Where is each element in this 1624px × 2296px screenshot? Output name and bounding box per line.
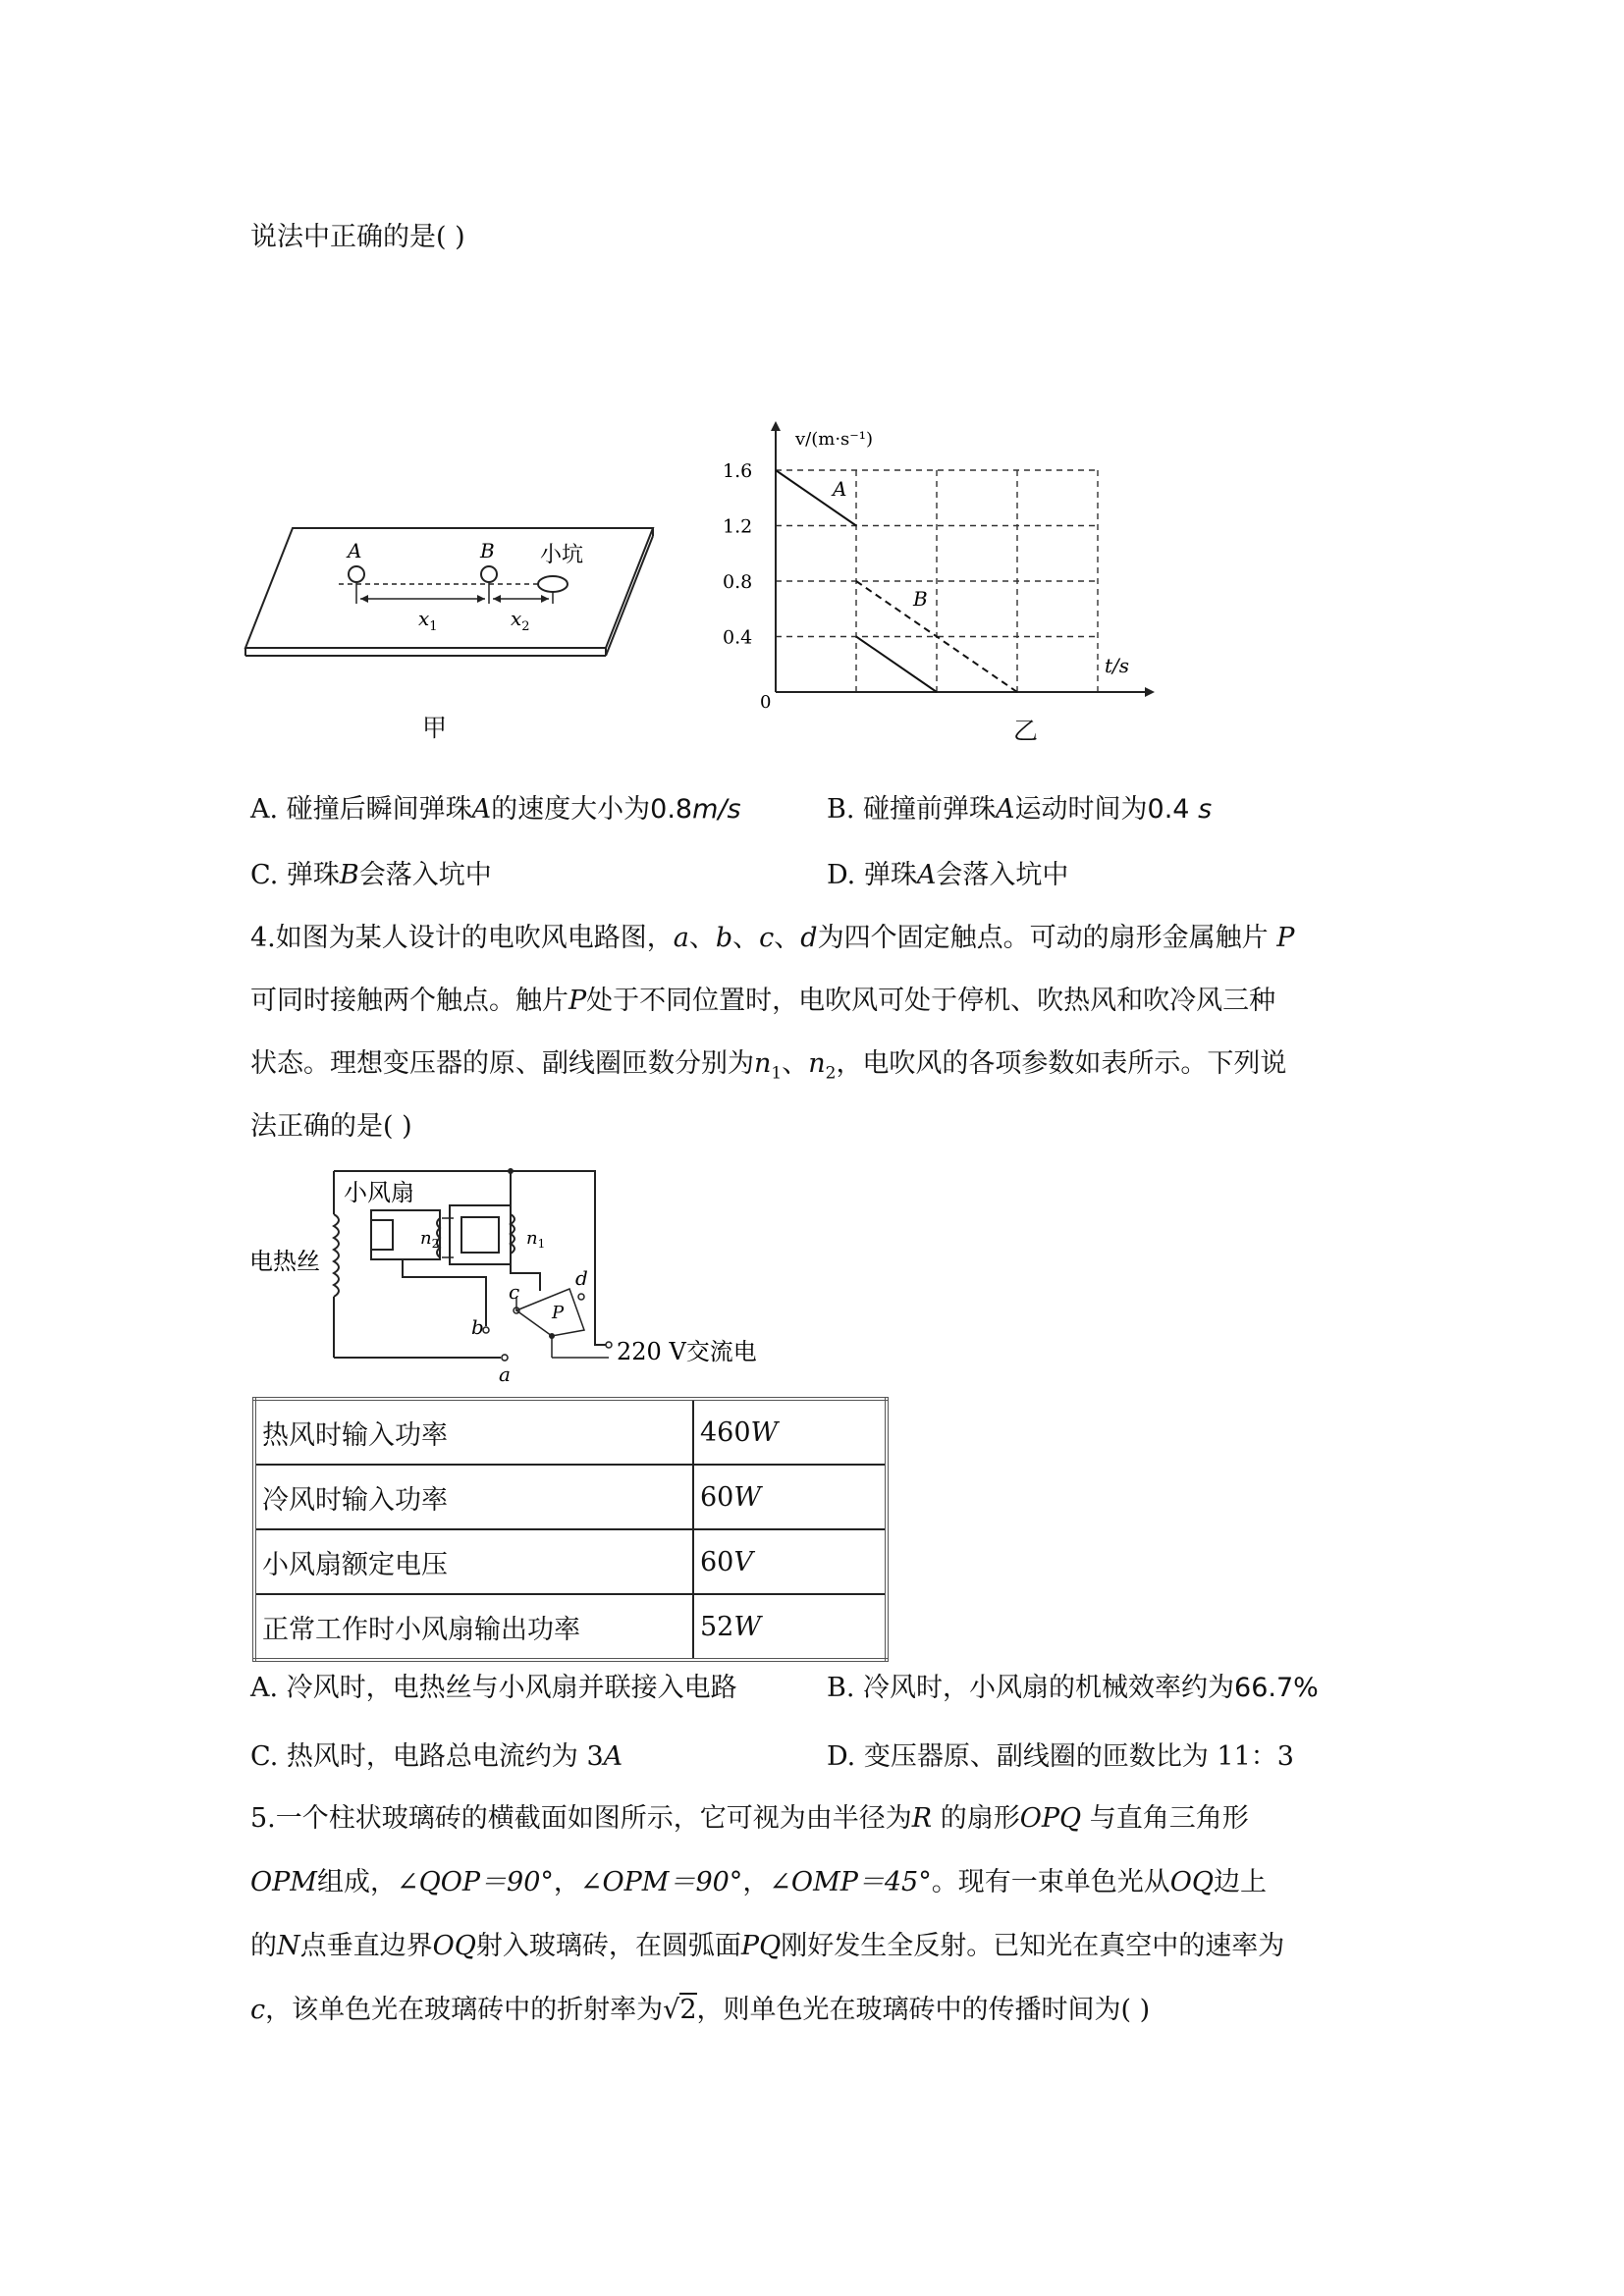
heater-coil — [334, 1214, 339, 1297]
q4-option-c[interactable]: C. 热风时，电路总电流约为 3A — [250, 1741, 623, 1772]
caption-jia: 甲 — [422, 714, 448, 742]
transformer-core — [450, 1205, 511, 1264]
question-stem-tail: 说法中正确的是( ) — [250, 222, 465, 252]
figure-jia — [245, 515, 668, 663]
param-row — [254, 1399, 887, 1465]
q3-option-c[interactable]: C. 弹珠B会落入坑中 — [250, 860, 492, 890]
y-tick-label: 1.6 — [723, 460, 753, 482]
label-heater: 电热丝 — [249, 1248, 320, 1275]
param-key: 冷风时输入功率 — [254, 1465, 693, 1529]
param-row — [254, 1594, 887, 1660]
param-key: 小风扇额定电压 — [254, 1529, 693, 1594]
param-value: 60W — [693, 1465, 887, 1529]
label-fan: 小风扇 — [344, 1179, 414, 1206]
label-source: 220 V交流电 — [617, 1338, 757, 1365]
y-tick-label: 0.8 — [723, 571, 753, 593]
q5-stem-line4: c，该单色光在玻璃砖中的折射率为√2，则单色光在玻璃砖中的传播时间为( ) — [250, 1995, 1151, 2025]
caption-yi: 乙 — [1013, 717, 1039, 745]
q4-stem-line4: 法正确的是( ) — [250, 1111, 412, 1142]
label-b: B — [480, 539, 495, 562]
slider-p[interactable] — [516, 1289, 584, 1336]
label-n2: $n_2$ — [420, 1228, 440, 1251]
label-x1: $x_1$ — [418, 607, 438, 634]
label-a: A — [348, 539, 362, 562]
q5-stem-line2: OPM组成，∠QOP＝90°，∠OPM＝90°，∠OMP＝45°。现有一束单色光从OQ边上 — [250, 1867, 1268, 1897]
label-c: c — [509, 1280, 520, 1304]
param-key: 正常工作时小风扇输出功率 — [254, 1594, 693, 1660]
label-a: a — [499, 1362, 511, 1386]
q5-stem-line3: 的N点垂直边界OQ射入玻璃砖，在圆弧面PQ刚好发生全反射。已知光在真空中的速率为 — [250, 1931, 1285, 1961]
param-row — [254, 1465, 887, 1529]
figure-yi-vt-graph — [717, 417, 1168, 712]
circuit-diagram — [245, 1163, 776, 1389]
label-pit: 小坑 — [540, 543, 584, 567]
label-p: P — [552, 1303, 565, 1323]
y-tick-label: 1.2 — [723, 515, 753, 538]
param-row — [254, 1529, 887, 1594]
series-label-b: B — [913, 587, 928, 611]
origin-label: 0 — [760, 692, 772, 713]
y-axis-label: v/(m·s⁻¹) — [795, 429, 874, 450]
label-b: b — [471, 1315, 484, 1339]
q4-option-d[interactable]: D. 变压器原、副线圈的匝数比为 11：3 — [827, 1741, 1294, 1772]
series-label-a: A — [833, 477, 847, 501]
q4-option-a[interactable]: A. 冷风时，电热丝与小风扇并联接入电路 — [250, 1673, 737, 1703]
label-x2: $x_2$ — [511, 607, 530, 634]
marble-b — [481, 566, 497, 582]
q3-option-a[interactable]: A. 碰撞后瞬间弹珠A的速度大小为0.8m/s — [250, 794, 741, 825]
label-n1: $n_1$ — [526, 1228, 546, 1251]
param-value: 52W — [693, 1594, 887, 1660]
q4-stem-line3: 状态。理想变压器的原、副线圈匝数分别为$n_1$、$n_2$，电吹风的各项参数如表所示。下列说 — [250, 1048, 1287, 1084]
pit — [538, 576, 568, 592]
marble-a — [349, 566, 364, 582]
param-key: 热风时输入功率 — [254, 1399, 693, 1465]
q3-option-b[interactable]: B. 碰撞前弹珠A运动时间为0.4 s — [827, 794, 1213, 825]
q4-stem-line2: 可同时接触两个触点。触片P处于不同位置时，电吹风可处于停机、吹热风和吹冷风三种 — [250, 986, 1276, 1016]
x-axis-label: t/s — [1105, 654, 1130, 677]
q4-stem-line1: 4.如图为某人设计的电吹风电路图，a、b、c、d为四个固定触点。可动的扇形金属触片 P — [250, 923, 1295, 953]
q3-option-d[interactable]: D. 弹珠A会落入坑中 — [827, 860, 1069, 890]
param-table — [252, 1397, 889, 1662]
param-value: 460W — [693, 1399, 887, 1465]
label-d: d — [575, 1266, 588, 1290]
q4-option-b[interactable]: B. 冷风时，小风扇的机械效率约为66.7% — [827, 1673, 1319, 1703]
param-value: 60V — [693, 1529, 887, 1594]
q5-stem-line1: 5.一个柱状玻璃砖的横截面如图所示，它可视为由半径为R 的扇形OPQ 与直角三角形 — [250, 1803, 1249, 1834]
series-line-2 — [856, 637, 937, 693]
y-tick-label: 0.4 — [723, 626, 753, 649]
